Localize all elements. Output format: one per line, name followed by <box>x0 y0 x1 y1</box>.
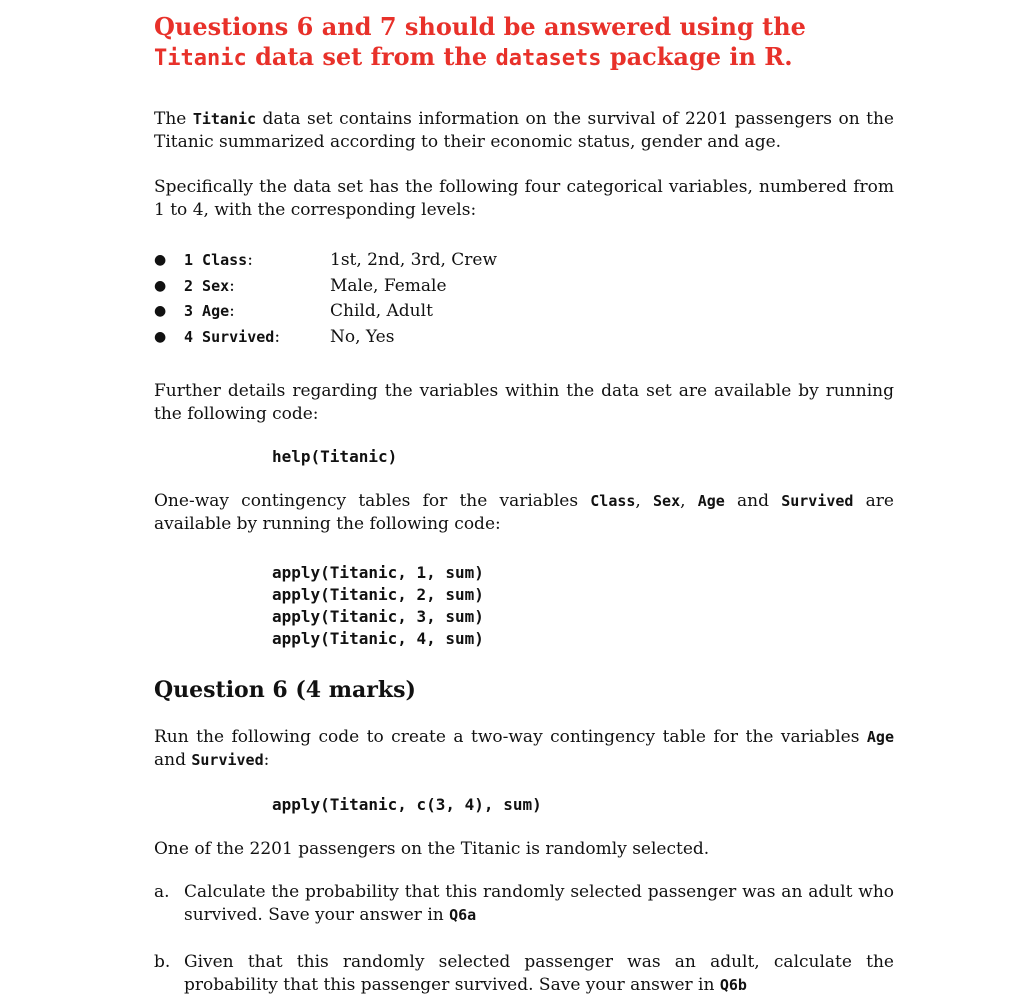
variable-levels: Child, Adult <box>330 301 433 321</box>
run-code-age: Age <box>866 728 894 746</box>
part-a <box>154 881 894 927</box>
further-details-paragraph: Further details regarding the variables within the data set are available by running the following code: <box>154 381 894 424</box>
code-line: apply(Titanic, 1, sum) <box>272 563 484 582</box>
apply-code-block <box>272 562 894 650</box>
two-way-code-block: apply(Titanic, c(3, 4), sum) <box>272 795 542 814</box>
variable-name: 1 Class: <box>184 250 253 270</box>
code-line: apply(Titanic, 3, sum) <box>272 607 484 626</box>
bullet-icon: ● <box>154 252 167 268</box>
part-b-code: Q6b <box>719 976 747 994</box>
part-a-letter: a. <box>154 882 170 902</box>
oneway-text-5: are available by running the following code: <box>154 491 894 534</box>
run-code-survived: Survived <box>191 751 264 769</box>
variable-levels: 1st, 2nd, 3rd, Crew <box>330 250 498 270</box>
oneway-code-sex: Sex <box>653 492 681 510</box>
part-a-text: Calculate the probability that this randomly selected passenger was an adult who survived. Save your answer in <box>184 882 894 925</box>
variable-name: 4 Survived: <box>184 326 281 347</box>
title-text-2: data set from the <box>246 42 496 71</box>
specifically-paragraph: Specifically the data set has the following four categorical variables, numbered from 1 to 4, with the corresponding levels: <box>154 177 894 220</box>
random-selection-paragraph: One of the 2201 passengers on the Titanic is randomly selected. <box>154 839 710 859</box>
question-6-heading: Question 6 (4 marks) <box>154 677 416 703</box>
variable-item <box>154 274 894 300</box>
title-text-3: package in R. <box>601 42 793 71</box>
bullet-icon: ● <box>154 328 167 345</box>
oneway-code-age: Age <box>697 492 725 510</box>
question-parts-list <box>154 881 894 997</box>
title-code-datasets: datasets <box>495 46 602 71</box>
section-title <box>154 12 894 74</box>
part-a-code: Q6a <box>449 906 477 924</box>
variable-name: 3 Age: <box>184 301 235 321</box>
variable-levels: Male, Female <box>330 275 447 296</box>
intro-paragraph <box>154 108 894 154</box>
title-code-titanic: Titanic <box>154 46 247 71</box>
oneway-text-3: , <box>680 491 698 511</box>
variable-name: 2 Sex: <box>184 275 235 296</box>
variable-item <box>154 248 894 274</box>
run-text-3: : <box>263 750 270 770</box>
oneway-text-4: and <box>724 491 782 511</box>
intro-code-titanic: Titanic <box>192 110 257 128</box>
variable-levels: No, Yes <box>330 326 395 347</box>
oneway-text-1: One-way contingency tables for the variables <box>154 491 591 511</box>
title-text-1: Questions 6 and 7 should be answered using the <box>154 12 806 41</box>
code-line: apply(Titanic, 4, sum) <box>272 629 484 648</box>
intro-text-2: data set contains information on the survival of 2201 passengers on the Titanic summarized according to their economic status, gender and age. <box>154 109 894 152</box>
part-b-letter: b. <box>154 952 171 972</box>
oneway-text-2: , <box>635 491 654 511</box>
document-page <box>154 12 894 997</box>
run-code-paragraph <box>154 726 894 772</box>
part-b <box>154 951 894 997</box>
oneway-paragraph <box>154 490 894 536</box>
part-b-text: Given that this randomly selected passenger was an adult, calculate the probability that this passenger survived. Save your answer in <box>184 952 894 995</box>
bullet-icon: ● <box>154 303 167 319</box>
oneway-code-class: Class <box>590 492 636 510</box>
intro-text-1: The <box>154 109 193 129</box>
run-text-2: and <box>154 750 192 770</box>
oneway-code-survived: Survived <box>781 492 854 510</box>
code-line: apply(Titanic, 2, sum) <box>272 585 484 604</box>
variable-item <box>154 299 894 325</box>
help-code-block: help(Titanic) <box>272 447 398 466</box>
variables-list <box>154 248 894 350</box>
run-text-1: Run the following code to create a two-way contingency table for the variables <box>154 727 867 747</box>
bullet-icon: ● <box>154 277 167 294</box>
variable-item <box>154 325 894 351</box>
